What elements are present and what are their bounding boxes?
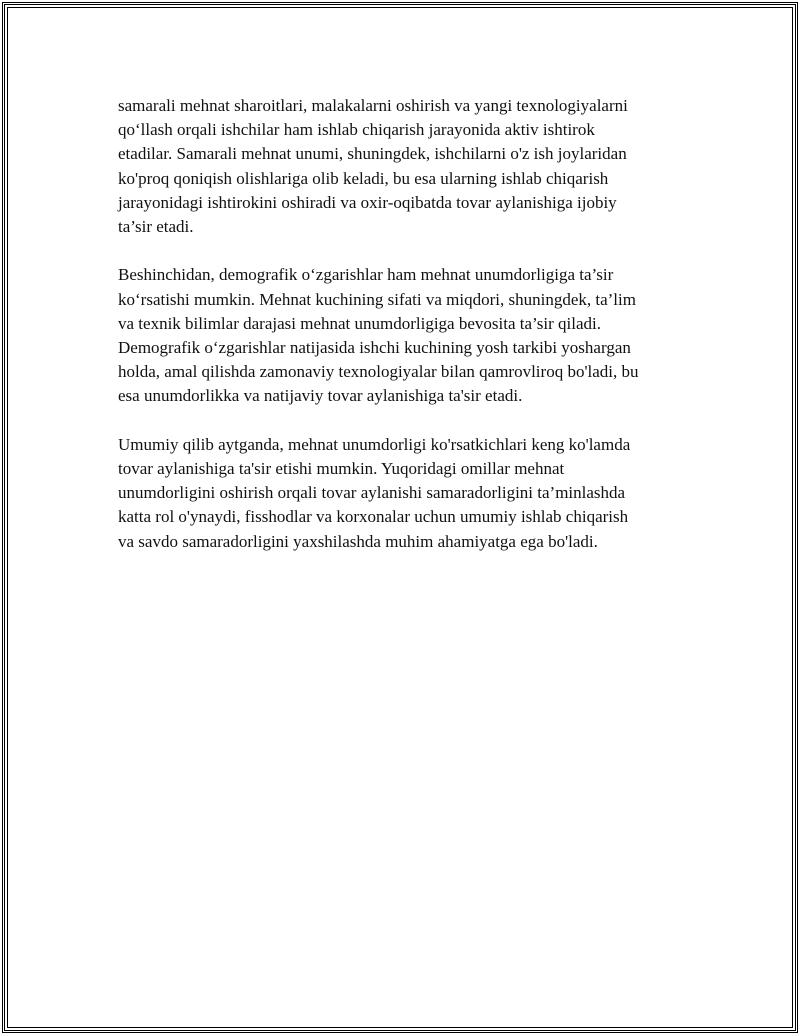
paragraph-2: Beshinchidan, demografik o‘zgarishlar ham mehnat unumdorligiga ta’sir ko‘rsatishi mumkin. Mehnat kuchining sifati va miqdori, shuningdek, ta’lim va texnik bilimlar darajasi mehnat unumdorligiga bevosita ta’sir qiladi. Demografik o‘zgarishlar natijasida ishchi kuchining yosh tarkibi yoshargan holda, amal qilishda zamonaviy texnologiyalar bilan qamrovliroq bo'ladi, bu esa unumdorlikka va natijaviy tovar aylanishiga ta'sir etadi.	[118, 265, 639, 406]
document-body	[118, 94, 688, 578]
paragraph-1: samarali mehnat sharoitlari, malakalarni oshirish va yangi texnologiyalarni qo‘llash orqali ishchilar ham ishlab chiqarish jarayonida aktiv ishtirok etadilar. Samarali mehnat unumi, shuningdek, ishchilarni o'z ish joylaridan ko'proq qoniqish olishlariga olib keladi, bu esa ularning ishlab chiqarish jarayonidagi ishtirokini oshiradi va oxir-oqibatda tovar aylanishiga ijobiy ta’sir etadi.	[118, 96, 628, 237]
paragraph-3: Umumiy qilib aytganda, mehnat unumdorligi ko'rsatkichlari keng ko'lamda tovar aylanishiga ta'sir etishi mumkin. Yuqoridagi omillar mehnat unumdorligini oshirish orqali tovar aylanishi samaradorligini ta’minlashda katta rol o'ynaydi, fisshodlar va korxonalar uchun umumiy ishlab chiqarish va savdo samaradorligini yaxshilashda muhim ahamiyatga ega bo'ladi.	[118, 434, 631, 551]
